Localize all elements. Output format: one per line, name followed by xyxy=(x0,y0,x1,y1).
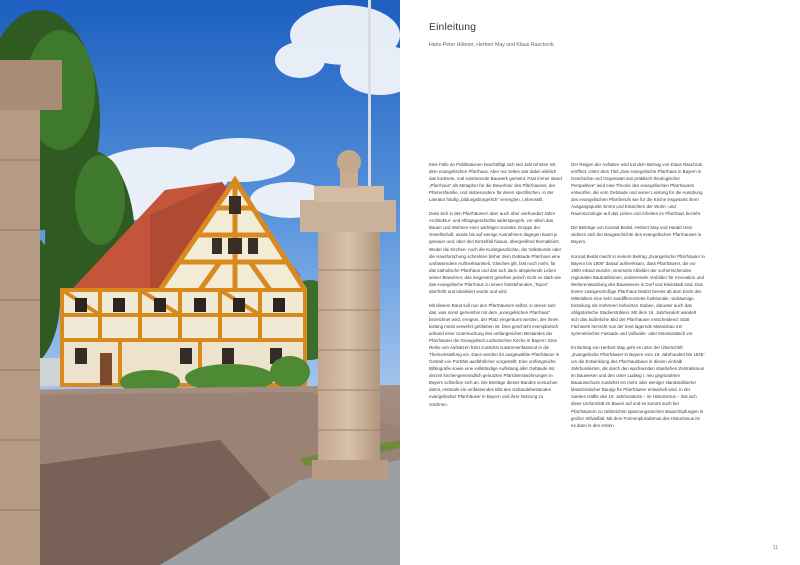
paragraph: Dass sich in den Pfarrhäusern aber auch über vierhundert Jahre Architektur- und Alltagsgeschichte widerspiegeln, vor allem das Bauen und Wohnen einer wichtigen sozialen Gruppe der Gesellschaft, wurde bis auf wenige Ausnahmen dagegen kaum je genauer und, über den Einzelfall hinaus, übergreifend thematisiert. Weder die Kirchen- noch die Kunstgeschichte, die Volkskunde oder die Hausforschung schenkten bisher dem Gebäude Pfarrhaus eine umfassendere Aufmerksamkeit. Gleiches gilt, fast noch mehr, für das katholische Pfarrhaus und das sich darin abspielende Leben seiner Bewohner, das insgesamt gesehen jedoch nicht so stark wie das evangelische Pfarrhaus zu einem feststehenden „Topos“ überhöht und idealisiert wurde und wird. xyxy=(429,211,562,294)
text-page xyxy=(400,0,800,565)
paragraph: Konrad Bedal macht in seinem Beitrag „Evangelische Pfarrhäuser in Bayern bis 1800“ darauf aufmerksam, dass Pfarrhäuser, die vor 1800 erbaut wurden, einerseits Abbilder der vorherrschenden regionalen Bautraditionen, andererseits Vorbilder für Innovation und Weiterentwicklung des Bauwesens in Dorf und Kleinstadt sind. Das immer zweigeschoßige Pfarrhaus besitzt bereits ab dem Ende des Mittelalters eine sehr ausdifferenzierte funktionale, vielräumige Einteilung mit mehreren beheizten Stuben, darunter auch das obligatorische Studierstüblein. Mit dem 16. Jahrhundert wandelt sich das äußerliche Bild der Pfarrhäuser entscheidend: Statt Fachwerk herrscht nun der breit lagernde Massivbau mit symmetrischer Fassade und Vollwalm- oder Mansarddach vor. xyxy=(571,253,705,337)
paragraph: Die Beiträge von Konrad Bedal, Herbert May und Harald Hein widmen sich der Baugeschichte des evangelischen Pfarrhauses in Bayern. xyxy=(571,225,702,245)
page-number: 11 xyxy=(772,545,778,551)
chapter-heading: Einleitung xyxy=(429,21,477,33)
paragraph: Eine Fülle an Publikationen beschäftigt sich seit Jahrzehnten mit dem evangelischen Pfarrhaus. Aber nur selten war dabei wirklich das konkrete, real existierende Bauwerk gemeint. Fast immer stand „Pfarrhaus“ als Metapher für die Bewohner des Pfarrhauses, der Pfarrersfamilie, und insbesondere für deren spezifischen, in der Literatur häufig „bildungsbürgerlich“ verengten, Lebensstil. xyxy=(429,162,562,203)
text-column-right xyxy=(571,161,705,436)
chapter-authors: Hans-Peter Hübner, Herbert May und Klaus Raschzok xyxy=(429,42,554,48)
paragraph: Mit diesem Band soll nun den Pfarrhäusern selbst, in denen sich das, was sonst gemeinhin mit dem „evangelischen Pfarrhaus“ bezeichnet wird, ereignet, der Platz eingeräumt werden, der ihnen bislang meist verwehrt geblieben ist. Dies geschieht exemplarisch anhand einer Untersuchung des umfangreichen Bestandes der Pfarrhäuser der Evangelisch-Lutherischen Kirche in Bayern. Eine Reihe von Aufsätzen führt zunächst zusammenfassend in die Thementstellung ein. Dann werden 64 ausgewählte Pfarrhäuser in Gestalt von Porträts ausführlicher vorgestellt. Eine umfangreiche Bibliografie sowie eine vollständige Auflistung aller Gebäude mit derzeit kirchengemeindlich genutzten Pfarrdienstwohnungen in Bayern schließen sich an. Die Beiträge dieses Bandes versuchen damit, erstmals ein umfassendes Bild des Gebäudebestandes evangelischer Pfarrhäuser in Bayern und ihrer Nutzung zu zeichnen. xyxy=(429,302,560,407)
paragraph: Der Reigen der Aufsätze wird mit dem Beitrag von Klaus Raschzok eröffnet. Unter dem Titel „Das evangelische Pfarrhaus in Bayern in Geschichte und Gegenwart aus praktisch-theologischer Perspektive“ wird eine Theorie des evangelischen Pfarrhauses entworfen, die vom Gebäude und seiner Leistung für die Ausübung des evangelischen Pfarrberufs wie für die Kirche insgesamt ihren Ausgangspunkt nimmt und Einsichten der Wohn- und Raumsoziologie auf das Leben und Arbeiten im Pfarrhaus bezieht. xyxy=(571,162,703,217)
text-column-left xyxy=(429,161,563,415)
paragraph: Im Beitrag von Herbert May geht es unter der Überschrift „Evangelische Pfarrhäuser in Bayern vom 19. Jahrhundert bis 1945“ um die Entwicklung des Pfarrhausbaus in diesen einhalb Jahrhunderten, als durch den wachsenden staatlichen Zentralismus im Bauwesen und den unter Ludwig I. neu gegründeten Bauausschuss zunächst ein mehr oder weniger standardisierter klassizistischer Bautyp für Pfarrhäuser entwickelt wird. In der zweiten Hälfte des 19. Jahrhunderts – im Historismus – löst sich diese Uniformität im Bauen auf und es kommt auch bei Pfarrhäusern zu zahlreichen spannungsreichen Bauschöpfungen in großer Stilvielfalt. Mit dem Formenpluralismus des Historismus ist es dann in den ersten xyxy=(571,345,705,428)
